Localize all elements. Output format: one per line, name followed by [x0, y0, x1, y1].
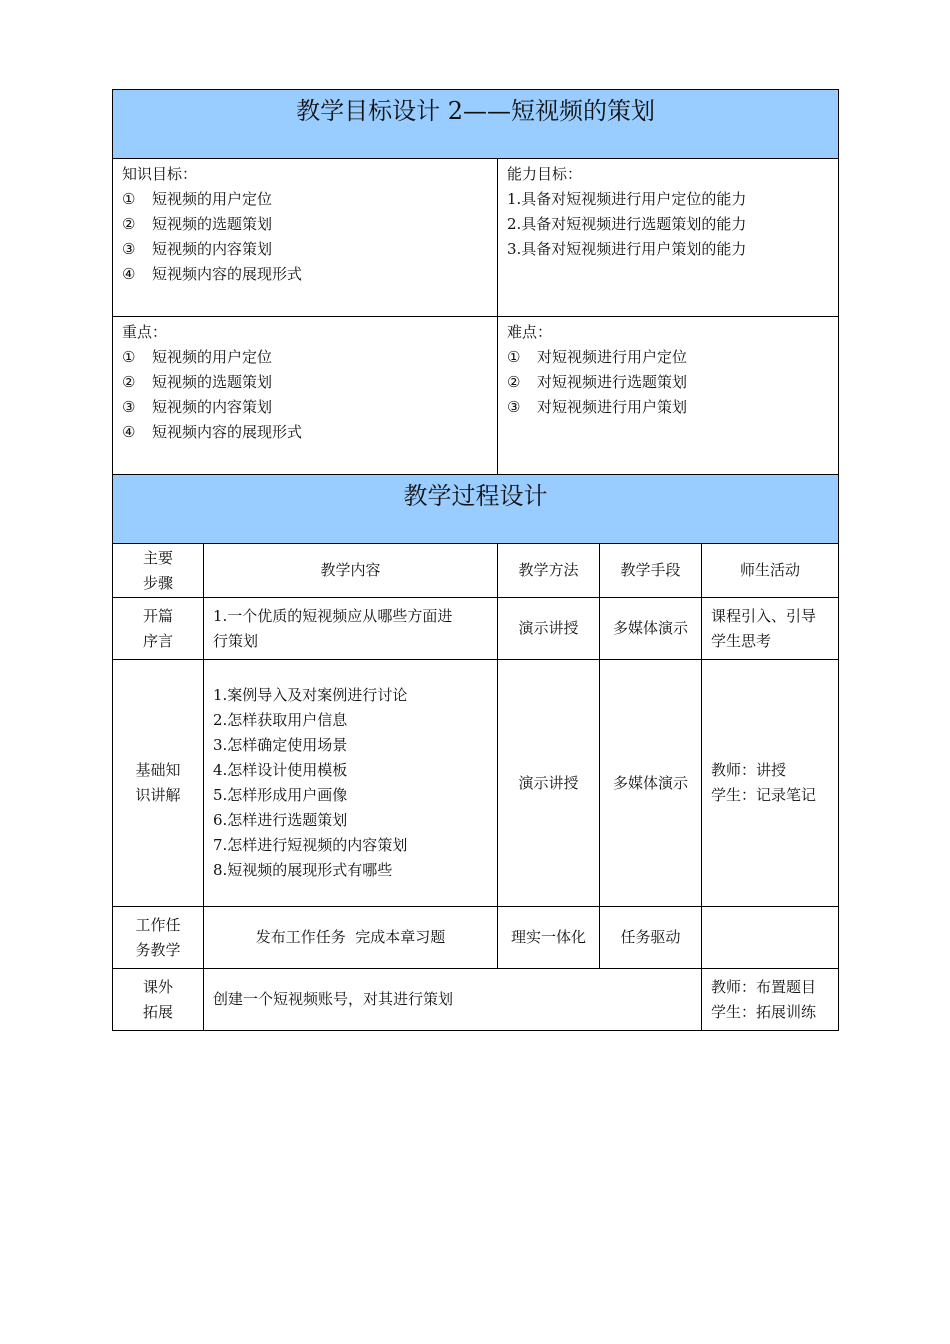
col-header-activity: 师生活动 — [702, 544, 839, 598]
key-points — [113, 317, 498, 475]
key-point-item: ① 短视频的用户定位 — [122, 348, 273, 366]
content-cell: 1.一个优质的短视频应从哪些方面进 行策划 — [204, 598, 498, 660]
list-item: 5.怎样形成用户画像 — [213, 786, 348, 804]
list-item: 6.怎样进行选题策划 — [213, 811, 348, 829]
knowledge-goals — [113, 159, 498, 317]
col-header-step: 主要 步骤 — [113, 544, 204, 598]
table-row — [113, 969, 839, 1031]
list-item: 1.案例导入及对案例进行讨论 — [213, 686, 408, 704]
means-cell: 多媒体演示 — [600, 660, 702, 907]
col-header-content: 教学内容 — [204, 544, 498, 598]
lesson-plan-document — [112, 89, 838, 1031]
means-cell: 多媒体演示 — [600, 598, 702, 660]
key-point-item: ④ 短视频内容的展现形式 — [122, 423, 303, 441]
step-cell: 开篇 序言 — [113, 598, 204, 660]
list-item: 8.短视频的展现形式有哪些 — [213, 861, 393, 879]
method-cell: 演示讲授 — [498, 598, 600, 660]
lesson-plan-table — [112, 89, 839, 1031]
table-row — [113, 660, 839, 907]
list-item: 4.怎样设计使用模板 — [213, 761, 348, 779]
table-row — [113, 907, 839, 969]
knowledge-goal-item: ② 短视频的选题策划 — [122, 215, 273, 233]
key-point-item: ③ 短视频的内容策划 — [122, 398, 273, 416]
col-header-means: 教学手段 — [600, 544, 702, 598]
step-cell: 课外 拓展 — [113, 969, 204, 1031]
ability-goals — [498, 159, 839, 317]
content-cell — [204, 660, 498, 907]
means-cell: 任务驱动 — [600, 907, 702, 969]
knowledge-goals-heading: 知识目标： — [122, 165, 198, 183]
table-row — [113, 598, 839, 660]
difficult-points-heading: 难点： — [507, 323, 553, 341]
list-item: 7.怎样进行短视频的内容策划 — [213, 836, 408, 854]
knowledge-goal-item: ① 短视频的用户定位 — [122, 190, 273, 208]
ability-goal-item: 2.具备对短视频进行选题策划的能力 — [507, 215, 747, 233]
content-cell: 发布工作任务 完成本章习题 — [204, 907, 498, 969]
ability-goals-heading: 能力目标： — [507, 165, 583, 183]
step-cell: 工作任 务教学 — [113, 907, 204, 969]
method-cell: 演示讲授 — [498, 660, 600, 907]
goal-design-title: 教学目标设计 2——短视频的策划 — [113, 90, 839, 159]
activity-cell — [702, 907, 839, 969]
ability-goal-item: 1.具备对短视频进行用户定位的能力 — [507, 190, 747, 208]
activity-cell: 课程引入、引导 学生思考 — [702, 598, 839, 660]
step-cell: 基础知 识讲解 — [113, 660, 204, 907]
key-point-item: ② 短视频的选题策划 — [122, 373, 273, 391]
list-item: 2.怎样获取用户信息 — [213, 711, 348, 729]
activity-cell: 教师：讲授 学生：记录笔记 — [702, 660, 839, 907]
difficult-points — [498, 317, 839, 475]
difficult-point-item: ③ 对短视频进行用户策划 — [507, 398, 688, 416]
key-points-heading: 重点： — [122, 323, 168, 341]
difficult-point-item: ① 对短视频进行用户定位 — [507, 348, 688, 366]
knowledge-goal-item: ③ 短视频的内容策划 — [122, 240, 273, 258]
difficult-point-item: ② 对短视频进行选题策划 — [507, 373, 688, 391]
list-item: 3.怎样确定使用场景 — [213, 736, 348, 754]
col-header-method: 教学方法 — [498, 544, 600, 598]
ability-goal-item: 3.具备对短视频进行用户策划的能力 — [507, 240, 747, 258]
content-cell: 创建一个短视频账号，对其进行策划 — [204, 969, 702, 1031]
activity-cell: 教师：布置题目 学生：拓展训练 — [702, 969, 839, 1031]
process-design-title: 教学过程设计 — [113, 475, 839, 544]
method-cell: 理实一体化 — [498, 907, 600, 969]
knowledge-goal-item: ④ 短视频内容的展现形式 — [122, 265, 303, 283]
